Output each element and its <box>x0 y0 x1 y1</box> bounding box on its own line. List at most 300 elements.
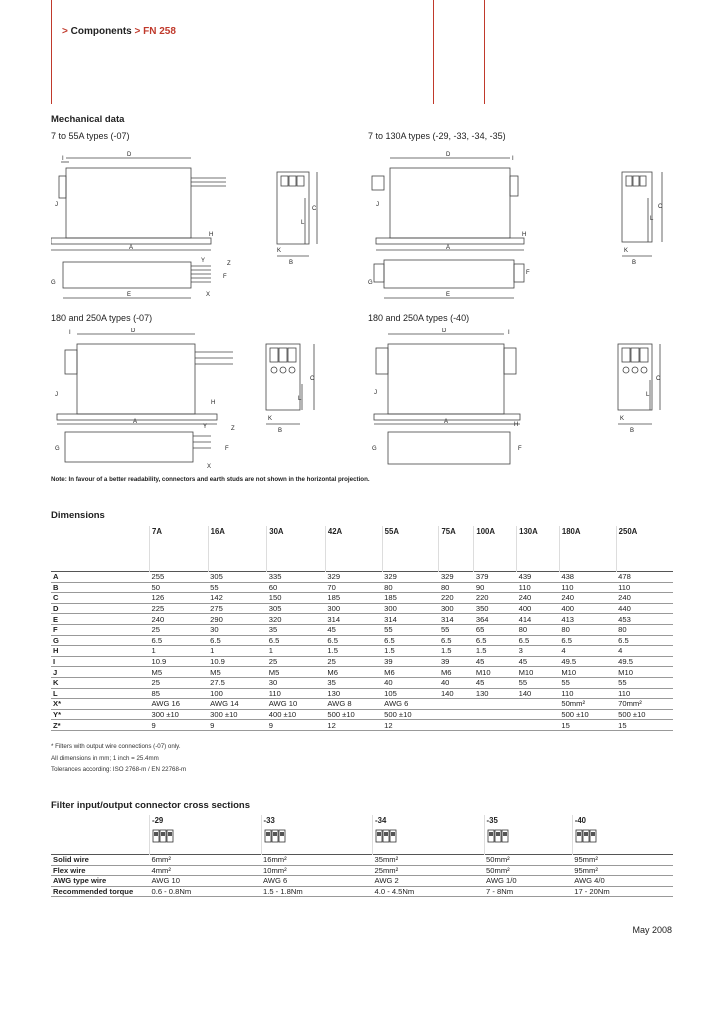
table-row <box>51 646 673 657</box>
svg-text:F: F <box>225 446 229 452</box>
table-cell: 320 <box>267 614 326 625</box>
table-cell: 0.6 - 0.8Nm <box>150 886 262 897</box>
table-cell: 70 <box>325 582 382 593</box>
table-row <box>51 582 673 593</box>
table-cell: AWG 2 <box>373 876 485 887</box>
drawing-side-29 <box>618 168 678 268</box>
table-row <box>51 855 673 866</box>
svg-text:J: J <box>55 202 58 208</box>
svg-text:C: C <box>656 376 661 382</box>
svg-text:D: D <box>131 328 136 334</box>
svg-text:I: I <box>69 330 71 336</box>
svg-text:E: E <box>446 292 451 298</box>
table-row <box>51 572 673 583</box>
table-row <box>51 720 673 731</box>
table-cell: 6.5 <box>616 635 673 646</box>
svg-text:F: F <box>526 270 530 276</box>
svg-text:E: E <box>127 292 132 298</box>
row-label: C <box>51 593 150 604</box>
table-cell: 4.0 - 4.5Nm <box>373 886 485 897</box>
svg-text:J: J <box>374 390 377 396</box>
svg-text:C: C <box>310 376 315 382</box>
row-label: D <box>51 603 150 614</box>
table-cell: M6 <box>325 667 382 678</box>
table-cell: 40 <box>382 677 439 688</box>
table-cell: 329 <box>439 572 474 583</box>
table-cell <box>439 709 474 720</box>
table-cell: 10.9 <box>150 656 209 667</box>
row-label: J <box>51 667 150 678</box>
row-label: AWG type wire <box>51 876 150 887</box>
table-cell: 500 ±10 <box>616 709 673 720</box>
table-cell: AWG 4/0 <box>572 876 673 887</box>
table-cell <box>517 699 560 710</box>
svg-text:L: L <box>301 220 305 226</box>
dimensions-table <box>51 526 673 731</box>
footer-date: May 2008 <box>632 925 672 935</box>
dimensions-corner <box>51 526 150 572</box>
table-cell: 7 - 8Nm <box>484 886 572 897</box>
column-header <box>261 815 373 855</box>
table-cell: 439 <box>517 572 560 583</box>
connector-code: -29 <box>152 816 164 825</box>
table-cell: 80 <box>616 624 673 635</box>
table-cell: 6.5 <box>267 635 326 646</box>
table-cell: 478 <box>616 572 673 583</box>
footnote: All dimensions in mm; 1 inch = 25.4mm <box>51 755 159 762</box>
table-cell: 220 <box>474 593 517 604</box>
table-cell: 379 <box>474 572 517 583</box>
table-cell: 400 <box>559 603 616 614</box>
table-cell: 49.5 <box>559 656 616 667</box>
table-cell: M5 <box>208 667 267 678</box>
table-cell: 45 <box>474 677 517 688</box>
connectors-title: Filter input/output connector cross sections <box>51 800 250 811</box>
table-cell: 55 <box>439 624 474 635</box>
table-cell: 16mm² <box>261 855 373 866</box>
table-cell: 6.5 <box>382 635 439 646</box>
table-row <box>51 593 673 604</box>
table-cell: AWG 16 <box>150 699 209 710</box>
row-label: Solid wire <box>51 855 150 866</box>
table-cell: 80 <box>439 582 474 593</box>
table-row <box>51 624 673 635</box>
column-header: 42A <box>325 526 382 572</box>
svg-text:C: C <box>312 206 317 212</box>
column-header: 7A <box>150 526 209 572</box>
svg-text:B: B <box>278 428 283 434</box>
table-cell: 314 <box>439 614 474 625</box>
table-cell: 126 <box>150 593 209 604</box>
drawing-note: Note: In favour of a better readability, connectors and earth studs are not shown in the horizontal projection. <box>51 476 370 483</box>
table-cell: 1.5 <box>439 646 474 657</box>
breadcrumb-components[interactable]: Components <box>70 26 132 37</box>
table-cell: 240 <box>559 593 616 604</box>
table-cell: 39 <box>382 656 439 667</box>
table-cell: 275 <box>208 603 267 614</box>
table-cell: 300 <box>439 603 474 614</box>
table-cell: 350 <box>474 603 517 614</box>
table-cell: 364 <box>474 614 517 625</box>
table-cell: 35 <box>325 677 382 688</box>
svg-text:Z: Z <box>231 426 235 432</box>
row-label: Z* <box>51 720 150 731</box>
table-cell: 110 <box>559 582 616 593</box>
column-header: 55A <box>382 526 439 572</box>
dimensions-title: Dimensions <box>51 510 105 521</box>
table-cell: 6.5 <box>325 635 382 646</box>
row-label: L <box>51 688 150 699</box>
row-label: I <box>51 656 150 667</box>
table-cell: 1 <box>150 646 209 657</box>
column-header: 75A <box>439 526 474 572</box>
table-cell: 414 <box>517 614 560 625</box>
table-cell: 80 <box>382 582 439 593</box>
table-cell: 290 <box>208 614 267 625</box>
svg-text:H: H <box>209 232 214 238</box>
svg-text:K: K <box>268 416 273 422</box>
table-cell: 9 <box>150 720 209 731</box>
svg-text:A: A <box>446 245 451 251</box>
column-header: 100A <box>474 526 517 572</box>
table-cell: 25mm² <box>373 865 485 876</box>
svg-text:J: J <box>55 392 58 398</box>
table-cell: 35 <box>267 624 326 635</box>
table-cell: 240 <box>150 614 209 625</box>
table-cell: 130 <box>325 688 382 699</box>
table-cell: 65 <box>474 624 517 635</box>
table-cell: 10mm² <box>261 865 373 876</box>
table-cell: 4 <box>559 646 616 657</box>
table-cell: M5 <box>150 667 209 678</box>
footnote: * Filters with output wire connections (-07) only. <box>51 743 181 750</box>
row-label: H <box>51 646 150 657</box>
svg-text:D: D <box>446 152 451 158</box>
terminal-block-icon <box>152 829 176 843</box>
table-cell: 1 <box>208 646 267 657</box>
table-cell: 6.5 <box>208 635 267 646</box>
table-cell: 17 - 20Nm <box>572 886 673 897</box>
table-cell: 70mm² <box>616 699 673 710</box>
table-cell <box>474 699 517 710</box>
svg-text:B: B <box>632 260 637 266</box>
connector-code: -35 <box>486 816 498 825</box>
type-label: 7 to 130A types (-29, -33, -34, -35) <box>368 131 506 141</box>
table-cell: 12 <box>382 720 439 731</box>
svg-text:B: B <box>630 428 635 434</box>
table-cell: AWG 10 <box>150 876 262 887</box>
table-cell: 80 <box>517 624 560 635</box>
table-cell: AWG 10 <box>267 699 326 710</box>
table-row <box>51 614 673 625</box>
table-cell: 438 <box>559 572 616 583</box>
table-cell: 4mm² <box>150 865 262 876</box>
table-cell: 6.5 <box>150 635 209 646</box>
table-cell: 50mm² <box>559 699 616 710</box>
table-cell: 240 <box>616 593 673 604</box>
svg-text:F: F <box>223 274 227 280</box>
table-cell: 45 <box>474 656 517 667</box>
column-header: 30A <box>267 526 326 572</box>
svg-text:L: L <box>298 396 302 402</box>
table-cell: 49.5 <box>616 656 673 667</box>
column-header: 16A <box>208 526 267 572</box>
table-row <box>51 667 673 678</box>
table-cell: 6.5 <box>559 635 616 646</box>
table-cell: 60 <box>267 582 326 593</box>
mechanical-title: Mechanical data <box>51 114 125 125</box>
table-cell: 400 ±10 <box>267 709 326 720</box>
table-cell: 50 <box>150 582 209 593</box>
table-cell: 185 <box>325 593 382 604</box>
table-cell <box>439 699 474 710</box>
table-cell: 1 <box>267 646 326 657</box>
table-cell: 300 ±10 <box>150 709 209 720</box>
table-cell: 10.9 <box>208 656 267 667</box>
column-header <box>572 815 673 855</box>
table-cell: 329 <box>382 572 439 583</box>
footnote: Tolerances according: ISO 2768-m / EN 22768-m <box>51 766 187 773</box>
svg-text:Y: Y <box>201 258 206 264</box>
svg-text:H: H <box>522 232 527 238</box>
table-cell: 314 <box>382 614 439 625</box>
table-cell: 55 <box>559 677 616 688</box>
table-cell: 15 <box>616 720 673 731</box>
svg-text:H: H <box>211 400 216 406</box>
row-label: F <box>51 624 150 635</box>
table-cell: 40 <box>439 677 474 688</box>
table-cell: 1.5 <box>474 646 517 657</box>
svg-text:I: I <box>508 330 510 336</box>
svg-text:G: G <box>368 280 373 286</box>
table-cell: 45 <box>517 656 560 667</box>
header-rule <box>51 0 52 104</box>
connector-code: -40 <box>574 816 586 825</box>
connectors-table <box>51 815 673 897</box>
table-row <box>51 709 673 720</box>
table-cell: 50mm² <box>484 865 572 876</box>
column-header: 250A <box>616 526 673 572</box>
table-cell: 39 <box>439 656 474 667</box>
table-cell: 45 <box>325 624 382 635</box>
table-row <box>51 886 673 897</box>
column-header <box>373 815 485 855</box>
table-cell: 440 <box>616 603 673 614</box>
table-cell: 6.5 <box>474 635 517 646</box>
row-label: Recommended torque <box>51 886 150 897</box>
table-cell: AWG 6 <box>261 876 373 887</box>
table-cell: 35mm² <box>373 855 485 866</box>
table-cell: 90 <box>474 582 517 593</box>
terminal-block-icon <box>575 829 599 843</box>
table-cell: 1.5 <box>382 646 439 657</box>
table-cell: 30 <box>208 624 267 635</box>
table-cell: AWG 6 <box>382 699 439 710</box>
table-cell: 110 <box>517 582 560 593</box>
table-cell: 55 <box>517 677 560 688</box>
svg-text:Z: Z <box>227 261 231 267</box>
table-cell: AWG 1/0 <box>484 876 572 887</box>
svg-text:D: D <box>442 328 447 334</box>
table-cell: 220 <box>439 593 474 604</box>
table-cell: 25 <box>325 656 382 667</box>
drawing-front-top-07 <box>51 150 241 305</box>
table-cell: 500 ±10 <box>325 709 382 720</box>
table-cell: 95mm² <box>572 855 673 866</box>
table-cell: 55 <box>616 677 673 688</box>
table-cell: 25 <box>150 677 209 688</box>
table-cell <box>517 709 560 720</box>
drawing-front-top-180-40 <box>368 328 548 473</box>
column-header: 180A <box>559 526 616 572</box>
table-cell: 314 <box>325 614 382 625</box>
table-cell: 12 <box>325 720 382 731</box>
svg-text:J: J <box>376 202 379 208</box>
row-label: G <box>51 635 150 646</box>
table-cell: 100 <box>208 688 267 699</box>
svg-text:D: D <box>127 152 132 158</box>
drawing-side-180-40 <box>612 340 682 435</box>
svg-text:C: C <box>658 204 663 210</box>
table-cell: 305 <box>208 572 267 583</box>
breadcrumb-separator: > <box>62 26 68 37</box>
table-cell: 1.5 - 1.8Nm <box>261 886 373 897</box>
table-cell: 110 <box>267 688 326 699</box>
table-cell: 305 <box>267 603 326 614</box>
table-cell: 150 <box>267 593 326 604</box>
table-cell: M10 <box>474 667 517 678</box>
table-cell: 110 <box>616 688 673 699</box>
table-cell: M6 <box>382 667 439 678</box>
connector-code: -33 <box>263 816 275 825</box>
terminal-block-icon <box>264 829 288 843</box>
table-cell: 55 <box>208 582 267 593</box>
row-label: B <box>51 582 150 593</box>
table-cell: AWG 14 <box>208 699 267 710</box>
connectors-corner <box>51 815 150 855</box>
table-cell: 6.5 <box>517 635 560 646</box>
table-cell: 30 <box>267 677 326 688</box>
table-cell: 25 <box>150 624 209 635</box>
table-cell: 1.5 <box>325 646 382 657</box>
row-label: Flex wire <box>51 865 150 876</box>
svg-text:G: G <box>51 280 56 286</box>
terminal-block-icon <box>375 829 399 843</box>
table-cell: 25 <box>267 656 326 667</box>
column-header <box>484 815 572 855</box>
table-cell: 9 <box>208 720 267 731</box>
table-cell: 3 <box>517 646 560 657</box>
drawing-side-07 <box>265 168 335 268</box>
table-cell: M10 <box>616 667 673 678</box>
table-cell: 9 <box>267 720 326 731</box>
table-cell: 130 <box>474 688 517 699</box>
svg-text:Y: Y <box>203 424 208 430</box>
table-cell: AWG 8 <box>325 699 382 710</box>
table-row <box>51 688 673 699</box>
table-cell: 500 ±10 <box>559 709 616 720</box>
table-row <box>51 603 673 614</box>
row-label: X* <box>51 699 150 710</box>
table-cell: 6mm² <box>150 855 262 866</box>
header-rule <box>484 0 485 104</box>
table-cell <box>474 709 517 720</box>
table-cell: 185 <box>382 593 439 604</box>
table-cell: 110 <box>616 582 673 593</box>
type-label: 180 and 250A types (-40) <box>368 313 470 323</box>
svg-text:K: K <box>277 248 282 254</box>
svg-text:A: A <box>444 419 449 425</box>
table-cell: 329 <box>325 572 382 583</box>
row-label: A <box>51 572 150 583</box>
table-row <box>51 656 673 667</box>
table-cell: 6.5 <box>439 635 474 646</box>
svg-text:B: B <box>289 260 294 266</box>
svg-text:F: F <box>518 446 522 452</box>
svg-text:H: H <box>514 422 519 428</box>
svg-text:G: G <box>372 446 377 452</box>
table-cell: 15 <box>559 720 616 731</box>
table-cell: M6 <box>439 667 474 678</box>
table-cell: 255 <box>150 572 209 583</box>
table-cell: M5 <box>267 667 326 678</box>
svg-text:K: K <box>620 416 625 422</box>
table-cell: 453 <box>616 614 673 625</box>
table-cell: 140 <box>517 688 560 699</box>
table-cell: 500 ±10 <box>382 709 439 720</box>
table-cell: 300 ±10 <box>208 709 267 720</box>
table-row <box>51 677 673 688</box>
table-cell: 105 <box>382 688 439 699</box>
svg-text:X: X <box>206 292 211 298</box>
svg-text:X: X <box>207 464 212 470</box>
table-cell: 55 <box>382 624 439 635</box>
table-cell <box>439 720 474 731</box>
table-row <box>51 635 673 646</box>
type-label: 180 and 250A types (-07) <box>51 313 153 323</box>
connector-code: -34 <box>375 816 387 825</box>
table-cell: 300 <box>382 603 439 614</box>
table-cell: 85 <box>150 688 209 699</box>
table-cell: 400 <box>517 603 560 614</box>
header-rule <box>433 0 434 104</box>
table-cell: 413 <box>559 614 616 625</box>
svg-text:A: A <box>129 245 134 251</box>
svg-text:A: A <box>133 419 138 425</box>
svg-text:L: L <box>650 216 654 222</box>
svg-text:I: I <box>512 156 514 162</box>
table-row <box>51 699 673 710</box>
column-header: 130A <box>517 526 560 572</box>
table-cell: 335 <box>267 572 326 583</box>
svg-text:G: G <box>55 446 60 452</box>
table-cell: 142 <box>208 593 267 604</box>
table-cell: M10 <box>559 667 616 678</box>
row-label: E <box>51 614 150 625</box>
breadcrumb-separator: > <box>134 26 141 37</box>
table-cell: 240 <box>517 593 560 604</box>
table-cell: 110 <box>559 688 616 699</box>
column-header <box>150 815 262 855</box>
table-cell <box>474 720 517 731</box>
type-label: 7 to 55A types (-07) <box>51 131 130 141</box>
row-label: Y* <box>51 709 150 720</box>
table-cell: M10 <box>517 667 560 678</box>
table-cell: 80 <box>559 624 616 635</box>
table-cell: 4 <box>616 646 673 657</box>
svg-text:I: I <box>62 156 64 162</box>
terminal-block-icon <box>487 829 511 843</box>
